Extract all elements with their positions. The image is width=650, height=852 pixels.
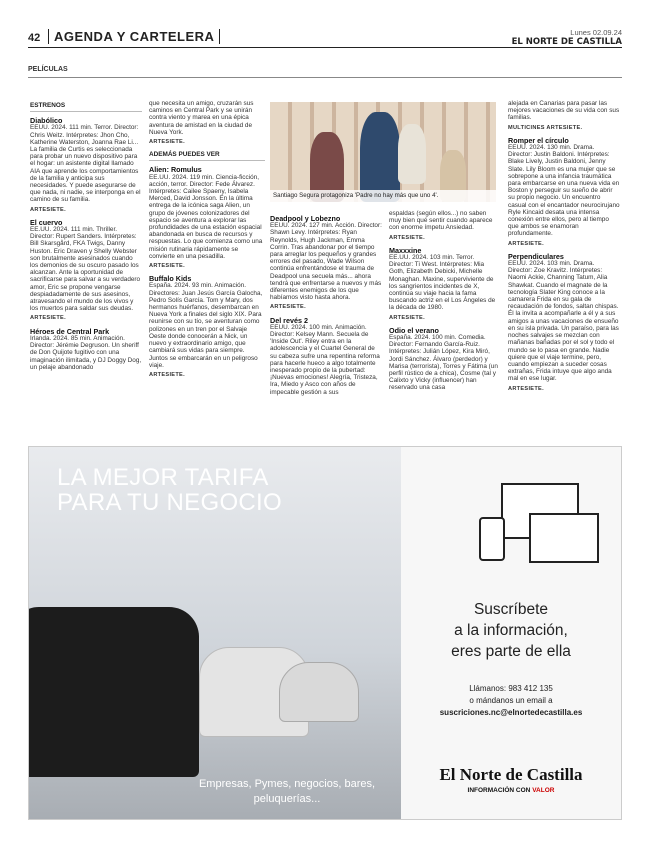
phone-number: Llámanos: 983 412 135	[469, 684, 553, 693]
column-4	[389, 210, 499, 445]
ad-text-panel	[401, 447, 621, 819]
phone-icon	[479, 517, 505, 561]
film-body: espaldas (según ellos...) no saben muy bien qué sentir cuando aparece con enorme ímpetu Ansiedad.	[389, 210, 493, 232]
column-3	[270, 210, 382, 445]
or-text: o mándanos un email a	[469, 696, 553, 705]
column-2	[149, 100, 265, 445]
cinema-tag: ARTESIETE.	[270, 304, 306, 311]
person-figure	[360, 112, 400, 202]
car-shape	[29, 607, 199, 777]
section-rule	[28, 77, 622, 78]
film-body: alejada en Canarias para pasar las mejores vacaciones de su vida con sus familias.	[508, 100, 620, 122]
column-5	[508, 100, 620, 445]
ad-audience: Empresas, Pymes, negocios, bares, peluquerías...	[198, 778, 376, 805]
film-title: Perpendiculares	[508, 251, 564, 261]
film-title: Del revés 2	[270, 315, 308, 325]
film-title: Deadpool y Lobezno	[270, 214, 341, 223]
film-body: EE.UU. 2024. 119 min. Ciencia-ficción, acción, terror. Director: Fede Álvarez. Intérpretes: Cailee Spaeny, Isabela Merced, David Jonsson. En la última entrega de la icónica saga Alien, un grupo de jóvenes colonizadores del espacio se aventura a explorar las profundidades de una estación espacial abandonada en busca de recursos y respuestas. Lo que comienza como una misión rutinaria rápidamente se convierte en una pesadilla.	[149, 173, 263, 260]
cinema-tag: ARTESIETE.	[508, 385, 544, 392]
subscribe-line-3: eres parte de ella	[451, 643, 571, 660]
cinema-tag: ARTESIETE.	[389, 234, 425, 241]
tablet-icon	[529, 513, 599, 563]
film-body: Irlanda. 2024. 85 min. Animación. Director: Jérémie Degruson. Un sheriff de Don Quijote fugitivo con una imaginación ilimitada, y DJ Doggy Dog, un pelaje abandonado	[30, 334, 142, 371]
cinema-tag: ARTESIETE.	[149, 139, 185, 146]
page-header	[28, 26, 622, 48]
issue-date: Lunes 02.09.24	[570, 28, 622, 37]
film-body: EE.UU. 2024. 111 min. Thriller. Director: Rupert Sanders. Intérpretes: Bill Skarsgård, FKA Twigs, Danny Huston. Eric Draven y Shelly Webster son brutalmente asesinados cuando los demonios de su oscuro pasado los alcanzan. Ante la oportunidad de sacrificarse para salvar a su verdadero amor, Eric se propone vengarse despiadadamente de sus asesinos, atravesando el mundo de los vivos y los muertos para saldar sus deudas.	[30, 226, 141, 313]
film-title: El cuervo	[30, 217, 63, 227]
subsection-label: PELÍCULAS	[28, 66, 68, 73]
masthead: EL NORTE DE CASTILLA	[511, 37, 622, 47]
cinema-tag: ARTESIETE.	[30, 315, 66, 322]
ad-image-panel	[29, 447, 401, 819]
ademas-label: ADEMÁS PUEDES VER	[149, 151, 265, 161]
email-link[interactable]: suscriciones.nc@elnortedecastilla.es	[439, 708, 583, 717]
tagline-text: INFORMACIÓN CON	[467, 787, 531, 794]
cinema-tag: ARTESIETE.	[30, 206, 66, 213]
subscription-ad	[28, 446, 622, 820]
film-body: EEUU. 2024. 103 min. Drama. Director: Zoe Kravitz. Intérpretes: Naomi Ackie, Channing Tatum, Alia Shawkat. Cuando el magnate de la tecnología Slater King conoce a la camarera Frida en su gala de recaudación de fondos, saltan chispas. Él la invita a acompañarle a él y a sus amigos a unas vacaciones de ensueño en su isla privada. Un paraíso, para las noches salvajes se mezclan con mañanas bañadas por el sol y todo el mundo se lo pasa en grande. Nadie quiere que el viaje termine, pero, cuando empiezan a suceder cosas extrañas, Frida intuye que algo anda mal en ese lugar.	[508, 260, 619, 383]
photo-caption: Santiago Segura protagoniza 'Padre no hay más que uno 4'.	[270, 190, 496, 202]
ad-subscribe-text	[401, 599, 621, 662]
ad-contact	[401, 683, 621, 719]
film-body: EE.UU. 2024. 103 min. Terror. Director: Ti West. Intérpretes: Mia Goth, Elizabeth Debicki, Michelle Monaghan. Maxine, superviviente de los sangrientos incidentes de X, continúa su viaje hacia la fama buscando actriz en el Los Ángeles de la década de 1980.	[389, 254, 496, 312]
car-shape	[279, 662, 359, 722]
section-title: AGENDA Y CARTELERA	[48, 29, 220, 44]
tagline-accent: VALOR	[532, 787, 555, 794]
cinema-tag: ARTESIETE.	[389, 314, 425, 321]
person-figure	[398, 124, 426, 184]
cinema-tag: ARTESIETE.	[149, 371, 185, 378]
film-body: que necesita un amigo, cruzarán sus caminos en Central Park y se unirán contra viento y marea en una épica aventura de amistad en la ciudad de Nueva York.	[149, 100, 254, 136]
film-title: Romper el círculo	[508, 135, 569, 145]
page-number: 42	[28, 32, 41, 44]
cinema-tag: ARTESIETE.	[149, 263, 185, 270]
newspaper-logo: El Norte de Castilla	[439, 765, 583, 784]
film-title: Buffalo Kids	[149, 274, 192, 284]
film-body: España. 2024. 100 min. Comedia. Director: Fernando García-Ruiz. Intérpretes: Julián López, Kira Miró, Jordi Sánchez. Álvaro (perdedor) y Marisa (terrorista), Torres y Fátima (un perfil rústico de a chica), Cosme (tal y Calixto y Vicky (influencer) han reservado una casa	[389, 334, 498, 392]
cinema-tag: ARTESIETE.	[508, 240, 544, 247]
subscribe-line-2: a la información,	[454, 622, 568, 639]
film-title: Maxxxine	[389, 245, 422, 255]
film-photo	[270, 102, 496, 202]
film-title: Alien: Romulus	[149, 165, 202, 175]
film-body: EEUU. 2024. 100 min. Animación. Director: Kelsey Mann. Secuela de 'Inside Out'. Riley entra en la adolescencia y el Cuartel General de su cabeza sufre una repentina reforma para hacerle hueco a algo totalmente inesperado propio de la pubertad: ¡Nuevas emociones! Alegría, Tristeza, Ira, Miedo y Asco con años de impecable gestión a sus	[270, 323, 380, 396]
film-body: EEUU. 2024. 130 min. Drama. Director: Justin Baldoni. Intérpretes: Blake Lively, Justin Baldoni, Jenny Slate. Lily Bloom es una mujer que se sobrepone a una infancia traumática para embarcarse en una nueva vida en Boston y perseguir su sueño de abrir su propio negocio. Un encuentro casual con el encantador neurocirujano Ryle Kincaid desata una intensa conexión entre ellos, pero al tiempo que ambos se enamoran profundamente.	[508, 144, 620, 238]
film-title: Héroes de Central Park	[30, 326, 110, 336]
logo-tagline	[401, 787, 621, 794]
ad-headline: LA MEJOR TARIFA PARA TU NEGOCIO	[57, 464, 282, 516]
cinema-tag: MULTICINES ARTESIETE.	[508, 124, 583, 131]
estrenos-label: ESTRENOS	[30, 102, 142, 112]
film-title: Diabólico	[30, 116, 63, 126]
film-body: EEUU. 2024. 127 min. Acción. Director: Shawn Levy. Intérpretes: Ryan Reynolds, Hugh Jackman, Emma Corrin. Tras abandonar por el tiempo para arreglar los pequeños y grandes errores del pasado, Wade Wilson continúa enfrentándose el trauma de Deadpool una secuela más... ahora tendrá que enfrentarse a nuevos y más diferentes enemigos de los que habíamos visto hasta ahora.	[270, 222, 382, 302]
film-body: EEUU. 2024. 111 min. Terror. Director: Chris Weitz. Intérpretes: Jhon Cho, Katherine Waterston, Joanna Rae Li... La familia de Curtis es seleccionada para probar un nuevo dispositivo para el hogar: un asistente digital llamado AIA que aprende los comportamientos de la familia y anticipa sus necesidades. Y puede asegurarse de que nada, ni nadie, se interponga en el camino de su familia.	[30, 124, 141, 204]
subscribe-line-1: Suscríbete	[473, 601, 549, 618]
column-1	[30, 100, 142, 445]
film-title: Odio el verano	[389, 325, 439, 335]
film-body: España. 2024. 93 min. Animación. Directores: Juan Jesús García Galocha, Pedro Solís García. Tom y Mary, dos hermanos huérfanos, desembarcan en Nueva York a finales del siglo XIX. Para reunirse con su tío, se aventuran como polizones en un tren por el Salvaje Oeste donde conocerán a Nick, un nuevo y extraordinario amigo, que cambiará sus vidas para siempre. Juntos se embarcarán en un peligroso viaje.	[149, 282, 263, 369]
